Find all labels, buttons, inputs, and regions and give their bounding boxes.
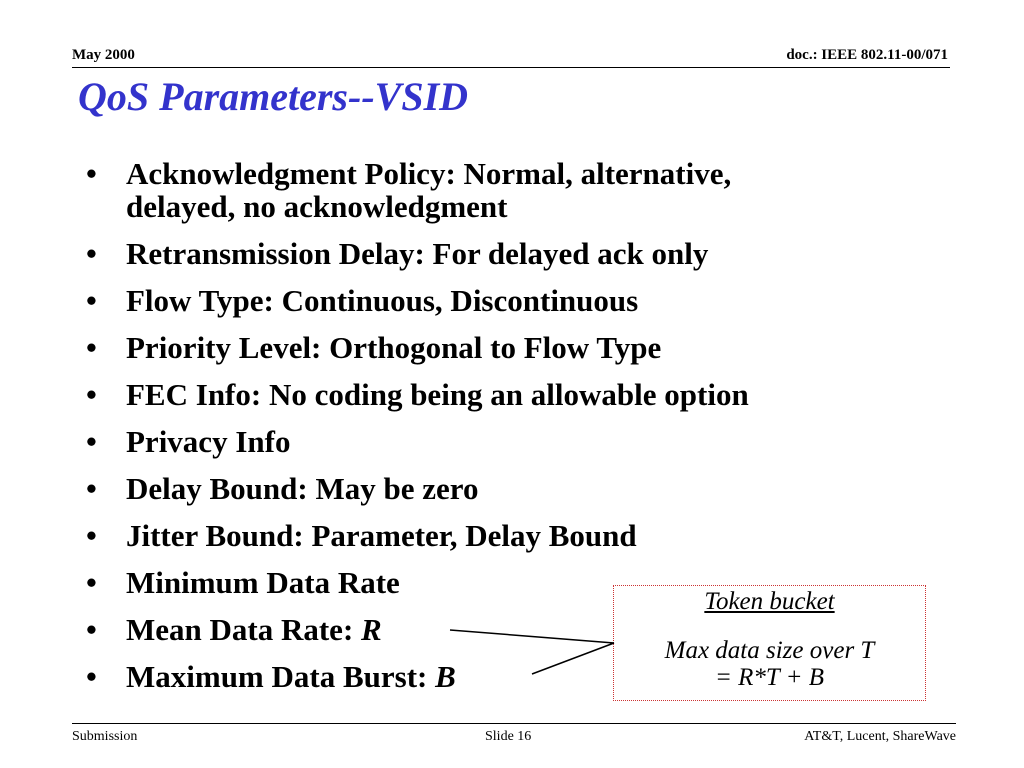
footer-divider xyxy=(72,723,956,724)
bullet-text: Priority Level: Orthogonal to Flow Type xyxy=(126,330,662,365)
bullet-icon: • xyxy=(86,565,97,600)
bullet-icon: • xyxy=(86,377,97,412)
token-bucket-title: Token bucket xyxy=(704,588,835,615)
slide-title: QoS Parameters--VSID xyxy=(78,74,469,119)
formula-line-2: = R*T + B xyxy=(715,664,824,691)
bullet-icon: • xyxy=(86,330,97,365)
header-date: May 2000 xyxy=(72,47,135,63)
bullet-icon: • xyxy=(86,424,97,459)
formula-line-1: Max data size over T xyxy=(664,637,875,664)
bullet-icon: • xyxy=(86,236,97,271)
bullet-text: FEC Info: No coding being an allowable option xyxy=(126,377,749,412)
bullet-text: Delay Bound: May be zero xyxy=(126,471,479,506)
bullet-text: Flow Type: Continuous, Discontinuous xyxy=(126,283,639,318)
bullet-text-continued: delayed, no acknowledgment xyxy=(126,189,508,224)
bullet-icon: • xyxy=(86,659,97,694)
bullet-text: Mean Data Rate: xyxy=(126,612,362,647)
header-doc-id: doc.: IEEE 802.11-00/071 xyxy=(786,47,948,63)
connector-line-r xyxy=(450,630,614,643)
bullet-icon: • xyxy=(86,471,97,506)
bullet-text: Maximum Data Burst: xyxy=(126,659,436,694)
bullet-text: Acknowledgment Policy: Normal, alternative, xyxy=(126,156,732,191)
bullet-text: Minimum Data Rate xyxy=(126,565,400,600)
footer-slide-number: Slide 16 xyxy=(485,729,532,744)
footer-organizations: AT&T, Lucent, ShareWave xyxy=(804,729,956,744)
bullet-text: Jitter Bound: Parameter, Delay Bound xyxy=(126,518,637,553)
bullet-icon: • xyxy=(86,283,97,318)
bullet-text: Retransmission Delay: For delayed ack only xyxy=(126,236,709,271)
bullet-icon: • xyxy=(86,156,97,191)
footer-submission: Submission xyxy=(72,729,138,744)
mean-rate-symbol: R xyxy=(361,612,382,647)
burst-symbol: B xyxy=(435,659,456,694)
bullet-icon: • xyxy=(86,518,97,553)
bullet-text: Privacy Info xyxy=(126,424,291,459)
bullet-icon: • xyxy=(86,612,97,647)
connector-line-b xyxy=(532,643,614,674)
